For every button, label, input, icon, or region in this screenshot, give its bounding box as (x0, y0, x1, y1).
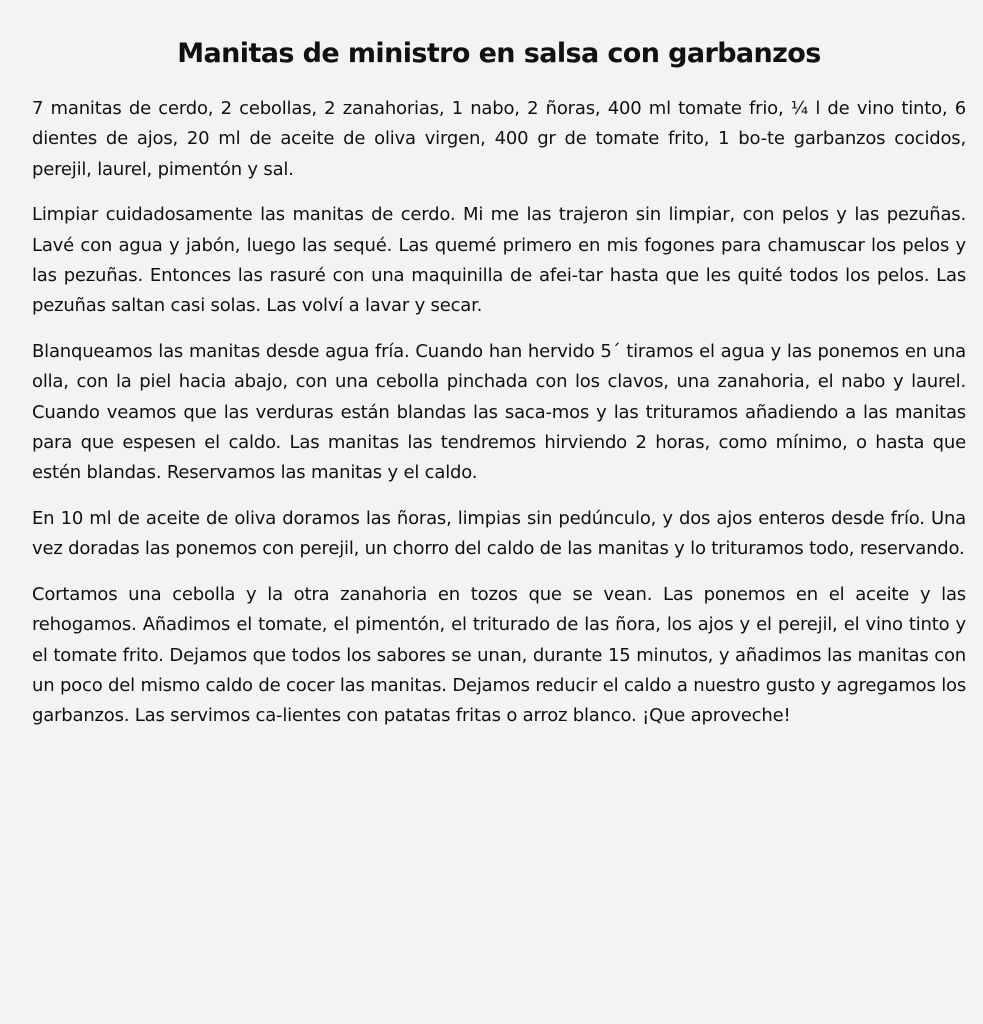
recipe-body (32, 94, 966, 732)
blanching-paragraph: Blanqueamos las manitas desde agua fría. Cuando han hervido 5´ tiramos el agua y las ponemos en una olla, con la piel hacia abajo, con una cebolla pinchada con los clavos, una zanahoria, el nabo y laurel. Cuando veamos que las verduras están blandas las saca-mos y las trituramos añadiendo a las manitas para que espesen el caldo. Las manitas las tendremos hirviendo 2 horas, como mínimo, o hasta que estén blandas. Reservamos las manitas y el caldo. (32, 340, 966, 484)
recipe-title: Manitas de ministro en salsa con garbanzos (177, 38, 821, 69)
cleaning-paragraph: Limpiar cuidadosamente las manitas de cerdo. Mi me las trajeron sin limpiar, con pelos y las pezuñas. Lavé con agua y jabón, luego las sequé. Las quemé primero en mis fogones para chamuscar los pelos y las pezuñas. Entonces las rasuré con una maquinilla de afei-tar hasta que les quité todos los pelos. Las pezuñas saltan casi solas. Las volví a lavar y secar. (32, 204, 966, 317)
sauce-paragraph: Cortamos una cebolla y la otra zanahoria en tozos que se vean. Las ponemos en el aceite y las rehogamos. Añadimos el tomate, el pimentón, el triturado de las ñora, los ajos y el perejil, el vino tinto y el tomate frito. Dejamos que todos los sabores se unan, durante 15 minutos, y añadimos las manitas con un poco del mismo caldo de cocer las manitas. Dejamos reducir el caldo a nuestro gusto y agregamos los garbanzos. Las servimos ca-lientes con patatas fritas o arroz blanco. ¡Que aproveche! (32, 583, 966, 727)
ingredients-paragraph: 7 manitas de cerdo, 2 cebollas, 2 zanahorias, 1 nabo, 2 ñoras, 400 ml tomate frio, ¼ l de vino tinto, 6 dientes de ajos, 20 ml de aceite de oliva virgen, 400 gr de tomate frito, 1 bo-te garbanzos cocidos, perejil, laurel, pimentón y sal. (32, 98, 966, 180)
noras-paragraph: En 10 ml de aceite de oliva doramos las ñoras, limpias sin pedúnculo, y dos ajos enteros desde frío. Una vez doradas las ponemos con perejil, un chorro del caldo de las manitas y lo trituramos todo, reservando. (32, 507, 966, 560)
